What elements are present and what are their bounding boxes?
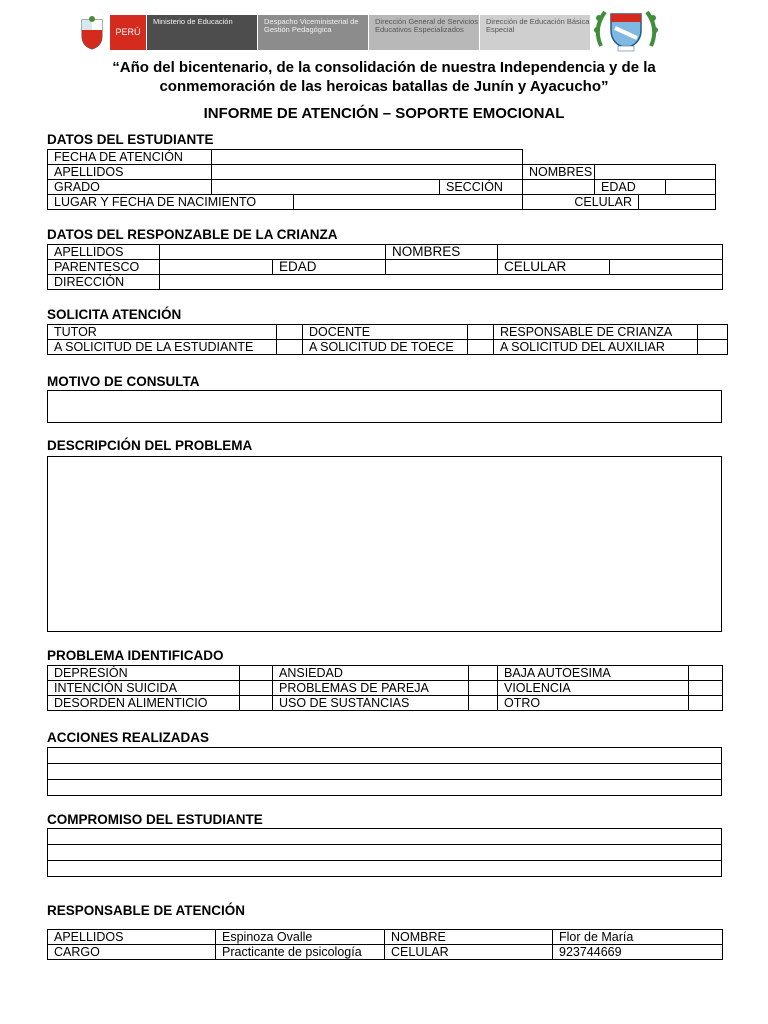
field-resp-apellidos[interactable] [160,245,386,260]
value-resp-atencion-apellidos[interactable]: Espinoza Ovalle [216,930,385,945]
peru-coat-of-arms-icon [78,16,106,50]
request-table [47,324,728,355]
checkbox-responsable-crianza[interactable] [698,325,728,340]
label-resp-atencion-celular: CELULAR [385,945,553,960]
label-resp-celular: CELULAR [498,260,610,275]
option-solicitud-estudiante: A SOLICITUD DE LA ESTUDIANTE [48,340,277,355]
checkbox-solicitud-auxiliar[interactable] [698,340,728,355]
acciones-line[interactable] [48,780,722,796]
label-resp-edad: EDAD [273,260,386,275]
page-title: INFORME DE ATENCIÓN – SOPORTE EMOCIONAL [203,105,565,122]
option-otro: OTRO [498,696,689,711]
compromiso-lines [47,828,722,877]
checkbox-desorden-alimenticio[interactable] [240,696,273,711]
checkbox-depresion[interactable] [240,666,273,681]
student-data-table [47,149,716,210]
option-intencion-suicida: INTENCIÓN SUICIDA [48,681,240,696]
label-direccion: DIRECCIÓN [48,275,160,290]
descripcion-problema-field[interactable] [47,456,722,632]
label-resp-atencion-nombre: NOMBRE [385,930,553,945]
section-title-responsable-atencion: RESPONSABLE DE ATENCIÓN [47,903,246,918]
label-seccion: SECCIÓN [440,180,523,195]
acciones-lines [47,747,722,796]
option-ansiedad: ANSIEDAD [273,666,469,681]
problem-table [47,665,723,711]
label-celular: CELULAR [523,195,639,210]
option-depresion: DEPRESIÓN [48,666,240,681]
field-resp-edad[interactable] [386,260,498,275]
field-seccion[interactable] [523,180,595,195]
option-uso-sustancias: USO DE SUSTANCIAS [273,696,469,711]
checkbox-docente[interactable] [468,325,494,340]
option-solicitud-toece: A SOLICITUD DE TOECE [303,340,468,355]
section-title-problema: PROBLEMA IDENTIFICADO [47,648,224,663]
checkbox-baja-autoestima[interactable] [689,666,723,681]
label-resp-atencion-cargo: CARGO [48,945,216,960]
banner-direccion-ebe: Dirección de Educación Básica Especial [480,15,590,50]
checkbox-tutor[interactable] [277,325,303,340]
field-lugar-fecha-nacimiento[interactable] [294,195,523,210]
banner-country: PERÚ [115,27,141,37]
banner-direccion-general: Dirección General de Servicios Educativos Especializados [369,15,479,50]
acciones-line[interactable] [48,748,722,764]
checkbox-ansiedad[interactable] [469,666,498,681]
field-apellidos[interactable] [212,165,523,180]
checkbox-intencion-suicida[interactable] [240,681,273,696]
field-grado[interactable] [212,180,440,195]
field-edad[interactable] [666,180,716,195]
option-docente: DOCENTE [303,325,468,340]
acciones-line[interactable] [48,764,722,780]
section-title-acciones: ACCIONES REALIZADAS [47,730,210,745]
year-motto: “Año del bicentenario, de la consolidación de nuestra Independencia y de la conmemoración de las heroicas batallas de Junín y Ayacucho” [112,59,656,95]
label-lugar-fecha-nacimiento: LUGAR Y FECHA DE NACIMIENTO [48,195,294,210]
section-title-solicita-atencion: SOLICITA ATENCIÓN [47,307,182,322]
option-problemas-pareja: PROBLEMAS DE PAREJA [273,681,469,696]
section-title-datos-estudiante: DATOS DEL ESTUDIANTE [47,132,214,147]
label-resp-apellidos: APELLIDOS [48,245,160,260]
value-resp-atencion-celular[interactable]: 923744669 [553,945,723,960]
label-grado: GRADO [48,180,212,195]
option-violencia: VIOLENCIA [498,681,689,696]
checkbox-solicitud-toece[interactable] [468,340,494,355]
label-resp-atencion-apellidos: APELLIDOS [48,930,216,945]
banner-ministry: Ministerio de Educación [147,15,257,50]
banner-viceministry: Despacho Viceministerial de Gestión Pedagógica [258,15,368,50]
compromiso-line[interactable] [48,861,722,877]
motivo-consulta-field[interactable] [47,390,722,423]
section-title-datos-responsable: DATOS DEL RESPONZABLE DE LA CRIANZA [47,227,338,242]
label-fecha-atencion: FECHA DE ATENCIÓN [48,150,212,165]
field-celular[interactable] [639,195,716,210]
banner-peru [110,15,146,50]
checkbox-otro[interactable] [689,696,723,711]
field-parentesco[interactable] [160,260,273,275]
label-nombres: NOMBRES [523,165,595,180]
compromiso-line[interactable] [48,829,722,845]
field-nombres[interactable] [595,165,716,180]
option-solicitud-auxiliar: A SOLICITUD DEL AUXILIAR [494,340,698,355]
option-responsable-crianza: RESPONSABLE DE CRIANZA [494,325,698,340]
label-edad: EDAD [595,180,666,195]
attending-staff-table [47,929,723,960]
guardian-data-table [47,244,723,290]
checkbox-uso-sustancias[interactable] [469,696,498,711]
field-direccion[interactable] [160,275,723,290]
compromiso-line[interactable] [48,845,722,861]
label-resp-nombres: NOMBRES [386,245,498,260]
checkbox-violencia[interactable] [689,681,723,696]
field-resp-nombres[interactable] [498,245,723,260]
field-fecha-atencion[interactable] [212,150,523,165]
option-desorden-alimenticio: DESORDEN ALIMENTICIO [48,696,240,711]
field-resp-celular[interactable] [610,260,723,275]
school-emblem-icon [593,6,659,54]
checkbox-problemas-pareja[interactable] [469,681,498,696]
option-baja-autoestima: BAJA AUTOESIMA [498,666,689,681]
section-title-descripcion: DESCRIPCIÓN DEL PROBLEMA [47,438,253,453]
option-tutor: TUTOR [48,325,277,340]
section-title-compromiso: COMPROMISO DEL ESTUDIANTE [47,812,263,827]
label-parentesco: PARENTESCO [48,260,160,275]
section-title-motivo: MOTIVO DE CONSULTA [47,374,200,389]
value-resp-atencion-cargo[interactable]: Practicante de psicología [216,945,385,960]
checkbox-solicitud-estudiante[interactable] [277,340,303,355]
label-apellidos: APELLIDOS [48,165,212,180]
value-resp-atencion-nombre[interactable]: Flor de María [553,930,723,945]
